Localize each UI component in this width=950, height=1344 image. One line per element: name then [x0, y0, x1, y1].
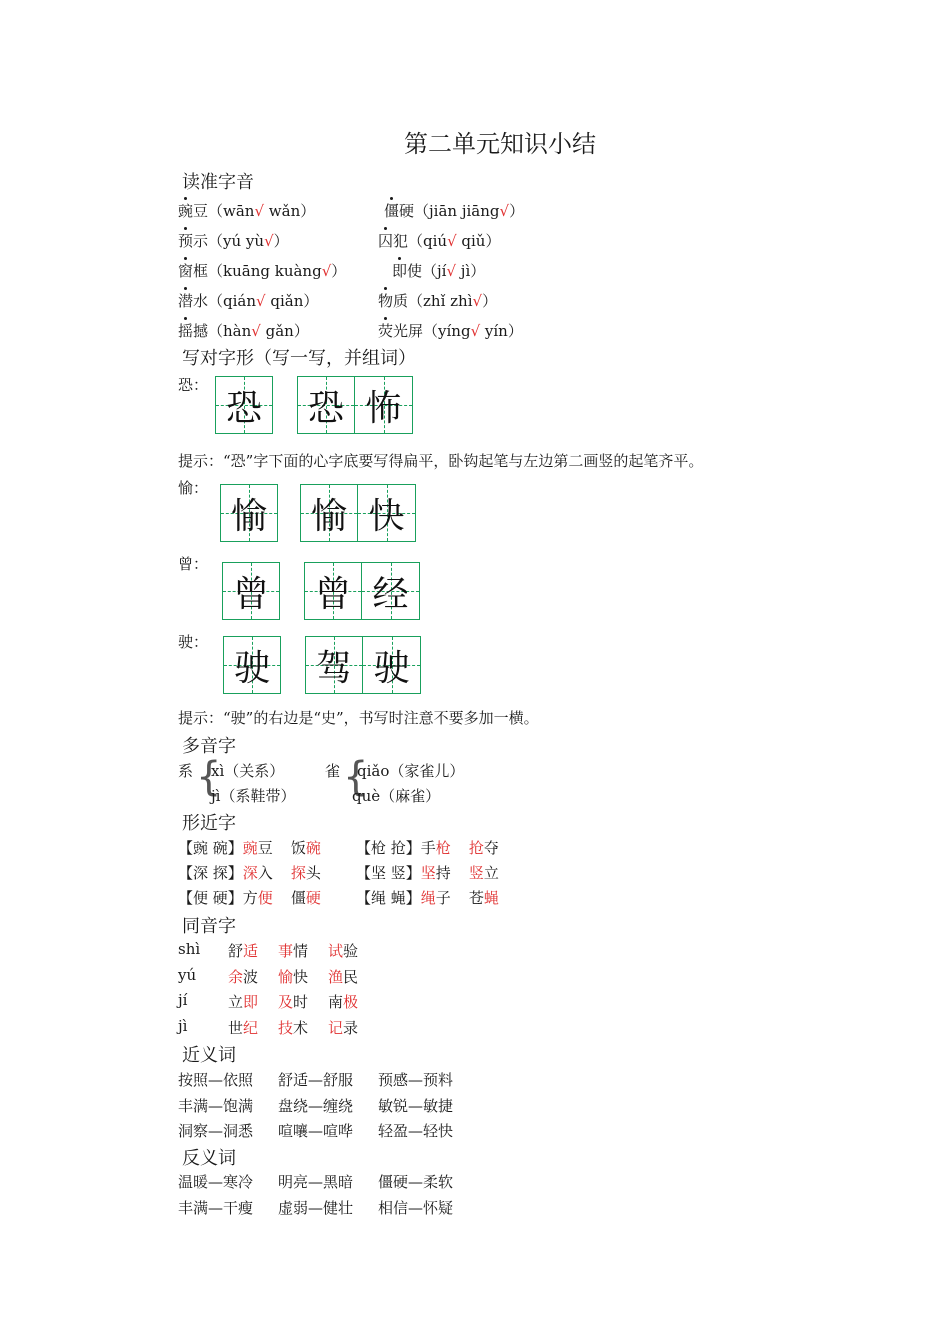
tian-grid-single: [220, 484, 278, 542]
read-target-char: 窗: [178, 262, 194, 280]
word-char: 豆: [257, 839, 273, 857]
synonym-pair: 丰满—饱满: [178, 1097, 254, 1115]
grid-char: 曾: [232, 573, 269, 615]
grid-char: 怖: [365, 387, 402, 429]
word-char: 碗: [305, 839, 321, 857]
synonym-pair: 预感—预料: [378, 1071, 454, 1089]
similar-group: [178, 837, 321, 858]
similar-word: [421, 839, 451, 857]
word-char: 记: [328, 1019, 344, 1037]
tian-grid-single: [222, 562, 280, 620]
homophone-word: [278, 940, 308, 961]
write-label: 愉：: [178, 479, 209, 497]
similar-key: 【枪 抢】: [356, 839, 421, 857]
similar-word: [291, 839, 321, 857]
write-label: 恐：: [178, 376, 209, 394]
grid-cell: [300, 484, 358, 542]
section-homophone-heading: 同音字: [182, 916, 236, 937]
antonym-pair: 僵硬—柔软: [378, 1173, 454, 1191]
synonym-pair: 敏锐—敏捷: [378, 1097, 454, 1115]
tian-grid-single: [215, 376, 273, 434]
word-char: 枪: [435, 839, 451, 857]
homophone-pinyin: jí: [178, 991, 188, 1009]
read-pinyin-rest: ）: [273, 232, 289, 250]
read-pinyin: 犯（qiú: [393, 232, 448, 250]
word-char: 立: [228, 993, 244, 1011]
similar-word: [243, 889, 273, 907]
similar-word: [469, 864, 499, 882]
grid-char: 愉: [230, 495, 267, 537]
similar-group: [356, 862, 499, 883]
word-char: 探: [290, 864, 306, 882]
section-synonyms-heading: 近义词: [182, 1045, 236, 1066]
grid-cell: [355, 376, 413, 434]
read-item: [384, 200, 524, 221]
page-title: 第二单元知识小结: [404, 130, 596, 158]
homophone-word: [228, 966, 258, 987]
grid-cell: [215, 376, 273, 434]
word-char: 录: [343, 1019, 359, 1037]
read-pinyin: 撼（hàn: [193, 322, 252, 340]
read-pinyin: 豆（wān: [193, 202, 255, 220]
section-antonyms-heading: 反义词: [182, 1148, 236, 1169]
word-char: 情: [293, 942, 309, 960]
read-pinyin-rest: ）: [509, 202, 525, 220]
grid-cell: [362, 562, 420, 620]
word-char: 快: [293, 968, 309, 986]
homophone-pinyin: shì: [178, 940, 201, 958]
grid-char: 恐: [307, 387, 344, 429]
word-char: 验: [343, 942, 359, 960]
tian-grid-word: [297, 376, 413, 434]
word-char: 豌: [242, 839, 258, 857]
check-mark: √: [251, 322, 261, 340]
word-char: 渔: [328, 968, 344, 986]
read-target-char: 囚: [378, 232, 394, 250]
check-mark: √: [470, 322, 481, 340]
tian-grid-word: [300, 484, 416, 542]
antonym-pair: 明亮—黑暗: [278, 1173, 354, 1191]
word-char: 纪: [243, 1019, 259, 1037]
synonym-pair: 轻盈—轻快: [378, 1122, 454, 1140]
read-pinyin-rest: qiǎn）: [265, 292, 319, 310]
word-char: 持: [435, 864, 451, 882]
tian-grid-single: [223, 636, 281, 694]
word-char: 绳: [420, 889, 436, 907]
similar-key: 【便 硬】: [178, 889, 243, 907]
word-char: 技: [278, 1019, 294, 1037]
tip-shi: 提示：“驶”的右边是“史”，书写时注意不要多加一横。: [178, 709, 539, 727]
word-char: 余: [228, 968, 244, 986]
homophone-word: [328, 1017, 358, 1038]
word-char: 立: [483, 864, 499, 882]
read-item: [178, 200, 315, 221]
read-pinyin-rest: jì）: [456, 262, 486, 280]
check-mark: √: [264, 232, 274, 250]
word-char: 方: [242, 889, 258, 907]
similar-group: [178, 862, 321, 883]
antonym-pair: 温暖—寒冷: [178, 1173, 254, 1191]
grid-cell: [297, 376, 355, 434]
word-char: 波: [243, 968, 259, 986]
read-pinyin: 示（yú yù: [193, 232, 265, 250]
word-char: 头: [305, 864, 321, 882]
synonym-pair: 洞察—洞悉: [178, 1122, 254, 1140]
similar-word: [469, 889, 499, 907]
word-char: 极: [343, 993, 359, 1011]
read-pinyin: 硬（jiān jiāng: [399, 202, 500, 220]
word-char: 舒: [228, 942, 244, 960]
similar-key: 【深 探】: [178, 864, 243, 882]
poly-xi-2: jì（系鞋带）: [211, 787, 296, 805]
grid-cell: [305, 636, 363, 694]
word-char: 世: [228, 1019, 244, 1037]
grid-char: 驶: [373, 647, 410, 689]
grid-char: 恐: [225, 387, 262, 429]
grid-char: 快: [368, 495, 405, 537]
grid-cell: [358, 484, 416, 542]
read-item: [378, 290, 497, 311]
check-mark: √: [447, 232, 457, 250]
read-pinyin: 水（qián: [193, 292, 257, 310]
read-item: [178, 260, 346, 281]
read-pinyin-rest: ）: [482, 292, 498, 310]
check-mark: √: [321, 262, 332, 280]
similar-word: [469, 839, 499, 857]
grid-cell: [220, 484, 278, 542]
similar-word: [421, 864, 451, 882]
section-similar-heading: 形近字: [182, 813, 236, 834]
synonym-pair: 盘绕—缠绕: [278, 1097, 354, 1115]
read-target-char: 物: [378, 292, 394, 310]
homophone-word: [328, 966, 358, 987]
homophone-pinyin: yú: [178, 966, 197, 984]
read-item: [378, 230, 500, 251]
read-item: [392, 260, 485, 281]
homophone-word: [228, 940, 258, 961]
tian-grid-word: [304, 562, 420, 620]
grid-char: 驶: [233, 647, 270, 689]
check-mark: √: [499, 202, 510, 220]
read-target-char: 荧: [378, 322, 394, 340]
read-pinyin-rest: wǎn）: [264, 202, 316, 220]
word-char: 术: [293, 1019, 309, 1037]
grid-cell: [363, 636, 421, 694]
similar-word: [421, 889, 451, 907]
similar-word: [243, 839, 273, 857]
word-char: 南: [328, 993, 344, 1011]
poly-que-1: qiǎo（家雀儿）: [357, 762, 465, 780]
check-mark: √: [256, 292, 266, 310]
word-char: 抢: [468, 839, 484, 857]
read-target-char: 豌: [178, 202, 194, 220]
antonym-pair: 相信—怀疑: [378, 1199, 454, 1217]
read-pinyin: 框（kuāng kuàng: [193, 262, 322, 280]
similar-key: 【绳 蝇】: [356, 889, 421, 907]
word-char: 便: [257, 889, 273, 907]
tian-grid-word: [305, 636, 421, 694]
read-pinyin-rest: yín）: [480, 322, 523, 340]
word-char: 蝇: [483, 889, 499, 907]
read-item: [178, 290, 318, 311]
homophone-word: [278, 966, 308, 987]
homophone-word: [228, 991, 258, 1012]
section-read-heading: 读准字音: [182, 172, 254, 193]
write-label: 曾：: [178, 555, 209, 573]
synonym-pair: 喧嚷—喧哗: [278, 1122, 354, 1140]
similar-word: [291, 889, 321, 907]
read-item: [178, 320, 309, 341]
similar-word: [291, 864, 321, 882]
read-pinyin: 光屏（yíng: [393, 322, 471, 340]
word-char: 硬: [305, 889, 321, 907]
word-char: 入: [257, 864, 273, 882]
brace-icon: {: [196, 754, 222, 800]
read-item: [178, 230, 289, 251]
read-target-char: 即: [392, 262, 408, 280]
word-char: 子: [435, 889, 451, 907]
grid-cell: [222, 562, 280, 620]
grid-char: 曾: [314, 573, 351, 615]
similar-word: [243, 864, 273, 882]
synonym-pair: 舒适—舒服: [278, 1071, 354, 1089]
word-char: 坚: [420, 864, 436, 882]
word-char: 适: [243, 942, 259, 960]
word-char: 饭: [290, 839, 306, 857]
check-mark: √: [472, 292, 483, 310]
word-char: 手: [420, 839, 436, 857]
homophone-pinyin: jì: [178, 1017, 188, 1035]
grid-char: 愉: [310, 495, 347, 537]
antonym-pair: 虚弱—健壮: [278, 1199, 354, 1217]
word-char: 竖: [468, 864, 484, 882]
word-char: 即: [243, 993, 259, 1011]
read-pinyin: 质（zhǐ zhì: [393, 292, 473, 310]
read-item: [378, 320, 523, 341]
word-char: 及: [278, 993, 294, 1011]
read-target-char: 预: [178, 232, 194, 250]
homophone-word: [278, 991, 308, 1012]
poly-char-xi: 系: [178, 762, 194, 780]
word-char: 时: [293, 993, 309, 1011]
similar-group: [356, 837, 499, 858]
word-char: 夺: [483, 839, 499, 857]
grid-cell: [223, 636, 281, 694]
poly-que-2: què（麻雀）: [352, 787, 441, 805]
homophone-word: [328, 991, 358, 1012]
word-char: 愉: [278, 968, 294, 986]
word-char: 苍: [468, 889, 484, 907]
word-char: 僵: [290, 889, 306, 907]
word-char: 试: [328, 942, 344, 960]
word-char: 事: [278, 942, 294, 960]
word-char: 民: [343, 968, 359, 986]
homophone-word: [228, 1017, 258, 1038]
similar-key: 【坚 竖】: [356, 864, 421, 882]
read-target-char: 潜: [178, 292, 194, 310]
write-label: 驶：: [178, 633, 209, 651]
check-mark: √: [446, 262, 457, 280]
check-mark: √: [254, 202, 265, 220]
homophone-word: [328, 940, 358, 961]
grid-char: 驾: [315, 647, 352, 689]
read-pinyin-rest: gǎn）: [260, 322, 309, 340]
section-poly-heading: 多音字: [182, 736, 236, 757]
read-pinyin-rest: ）: [331, 262, 347, 280]
read-pinyin-rest: qiǔ）: [456, 232, 501, 250]
antonym-pair: 丰满—干瘦: [178, 1199, 254, 1217]
similar-group: [178, 887, 321, 908]
read-target-char: 摇: [178, 322, 194, 340]
homophone-word: [278, 1017, 308, 1038]
word-char: 深: [242, 864, 258, 882]
similar-key: 【豌 碗】: [178, 839, 243, 857]
poly-xi-1: xì（关系）: [211, 762, 285, 780]
tip-kong: 提示：“恐”字下面的心字底要写得扁平，卧钩起笔与左边第二画竖的起笔齐平。: [178, 452, 704, 470]
section-write-heading: 写对字形（写一写，并组词）: [182, 348, 416, 369]
grid-char: 经: [372, 573, 409, 615]
synonym-pair: 按照—依照: [178, 1071, 254, 1089]
brace-icon: {: [343, 754, 369, 800]
grid-cell: [304, 562, 362, 620]
read-pinyin: 使（jí: [407, 262, 447, 280]
similar-group: [356, 887, 499, 908]
read-target-char: 僵: [384, 202, 400, 220]
poly-char-que: 雀: [325, 762, 341, 780]
